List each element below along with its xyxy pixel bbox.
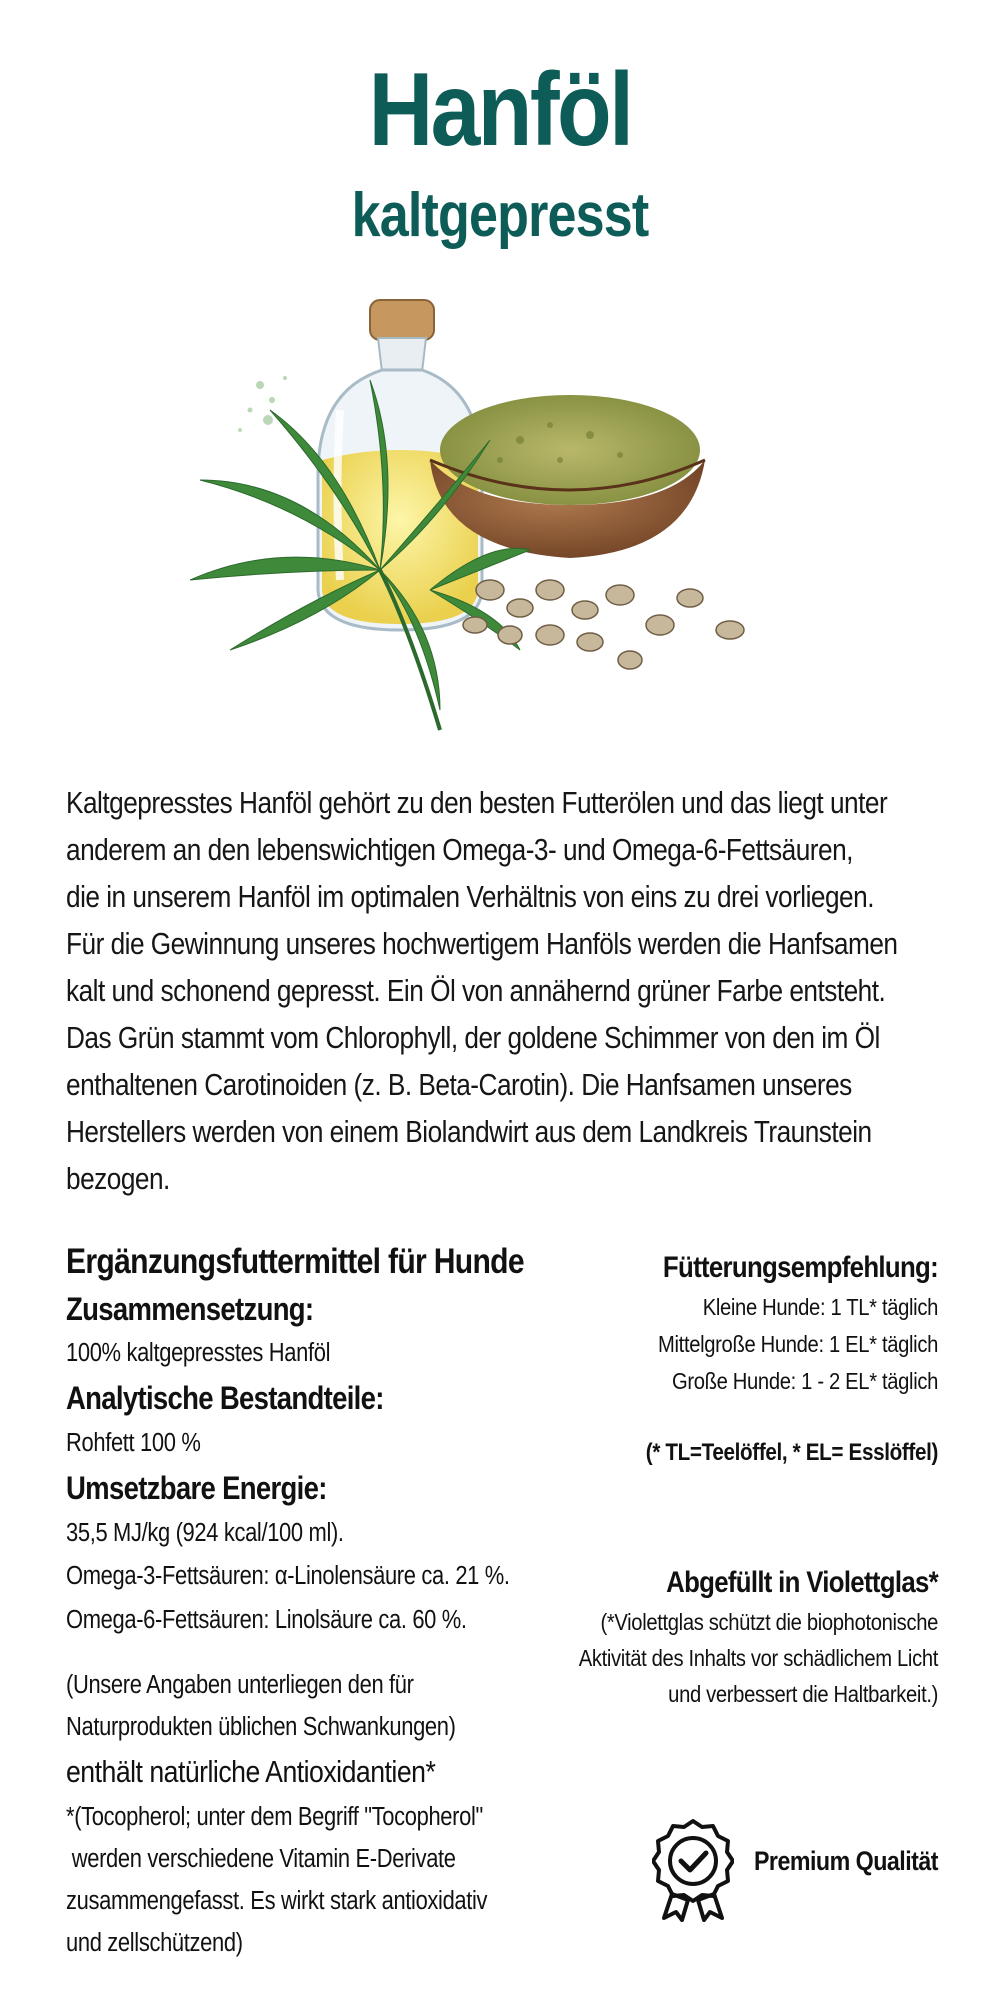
quality-badge-icon (652, 1818, 734, 1922)
omega6-line: Omega-6-Fettsäuren: Linolsäure ca. 60 %. (66, 1606, 467, 1634)
hemp-seeds-icon (463, 580, 744, 669)
intro-line: kalt und schonend gepresst. Ein Öl von annähernd grüner Farbe entsteht. (66, 974, 886, 1008)
zusammensetzung-label: Zusammensetzung: (66, 1291, 314, 1327)
intro-line: bezogen. (66, 1162, 170, 1196)
disclaimer-line: (Unsere Angaben unterliegen den für (66, 1671, 414, 1699)
feeding-line: Große Hunde: 1 - 2 EL* täglich (671, 1368, 938, 1394)
omega3-line: Omega-3-Fettsäuren: α-Linolensäure ca. 21 %. (66, 1562, 510, 1590)
energie-value: 35,5 MJ/kg (924 kcal/100 ml). (66, 1519, 344, 1547)
glass-line: Aktivität des Inhalts vor schädlichem Licht (578, 1645, 938, 1671)
intro-line: Herstellers werden von einem Biolandwirt aus dem Landkreis Traunstein (66, 1115, 872, 1149)
antioxidants-line: *(Tocopherol; unter dem Begriff "Tocopherol" (66, 1803, 483, 1831)
antioxidants-heading: enthält natürliche Antioxidantien* (66, 1754, 436, 1789)
analytische-value: Rohfett 100 % (66, 1429, 201, 1457)
antioxidants-line: zusammengefasst. Es wirkt stark antioxidativ (66, 1887, 488, 1915)
intro-line: enthaltenen Carotinoiden (z. B. Beta-Carotin). Die Hanfsamen unseres (66, 1068, 852, 1102)
energie-label: Umsetzbare Energie: (66, 1470, 327, 1506)
composition-heading: Ergänzungsfuttermittel für Hunde (66, 1242, 524, 1281)
hemp-oil-illustration-icon (190, 290, 830, 750)
glass-line: (*Violettglas schützt die biophotonische (600, 1609, 938, 1635)
intro-line: Das Grün stammt vom Chlorophyll, der goldene Schimmer von den im Öl (66, 1021, 880, 1055)
intro-paragraph (66, 780, 926, 1203)
feeding-line: Kleine Hunde: 1 TL* täglich (702, 1294, 938, 1320)
glass-line: und verbessert die Haltbarkeit.) (668, 1681, 938, 1707)
intro-line: Kaltgepresstes Hanföl gehört zu den besten Futterölen und das liegt unter (66, 786, 888, 820)
antioxidants-line: werden verschiedene Vitamin E-Derivate (66, 1845, 456, 1873)
intro-line: anderem an den lebenswichtigen Omega-3- und Omega-6-Fettsäuren, (66, 833, 853, 867)
glass-heading: Abgefüllt in Violettglas* (666, 1566, 938, 1599)
premium-label: Premium Qualität (753, 1846, 938, 1876)
intro-line: die in unserem Hanföl im optimalen Verhältnis von eins zu drei vorliegen. (66, 880, 874, 914)
zusammensetzung-value: 100% kaltgepresstes Hanföl (66, 1339, 331, 1367)
intro-line: Für die Gewinnung unseres hochwertigem Hanföls werden die Hanfsamen (66, 927, 898, 961)
feeding-heading: Fütterungsempfehlung: (662, 1251, 938, 1284)
disclaimer-line: Naturprodukten üblichen Schwankungen) (66, 1713, 456, 1741)
feeding-section (491, 1247, 938, 1712)
page-subtitle: kaltgepresst (351, 181, 649, 250)
antioxidants-line: und zellschützend) (66, 1929, 243, 1957)
page-title: Hanföl (368, 52, 632, 168)
feeding-note: (* TL=Teelöffel, * EL= Esslöffel) (645, 1439, 938, 1466)
analytische-label: Analytische Bestandteile: (66, 1380, 384, 1416)
feeding-line: Mittelgroße Hunde: 1 EL* täglich (658, 1331, 938, 1357)
